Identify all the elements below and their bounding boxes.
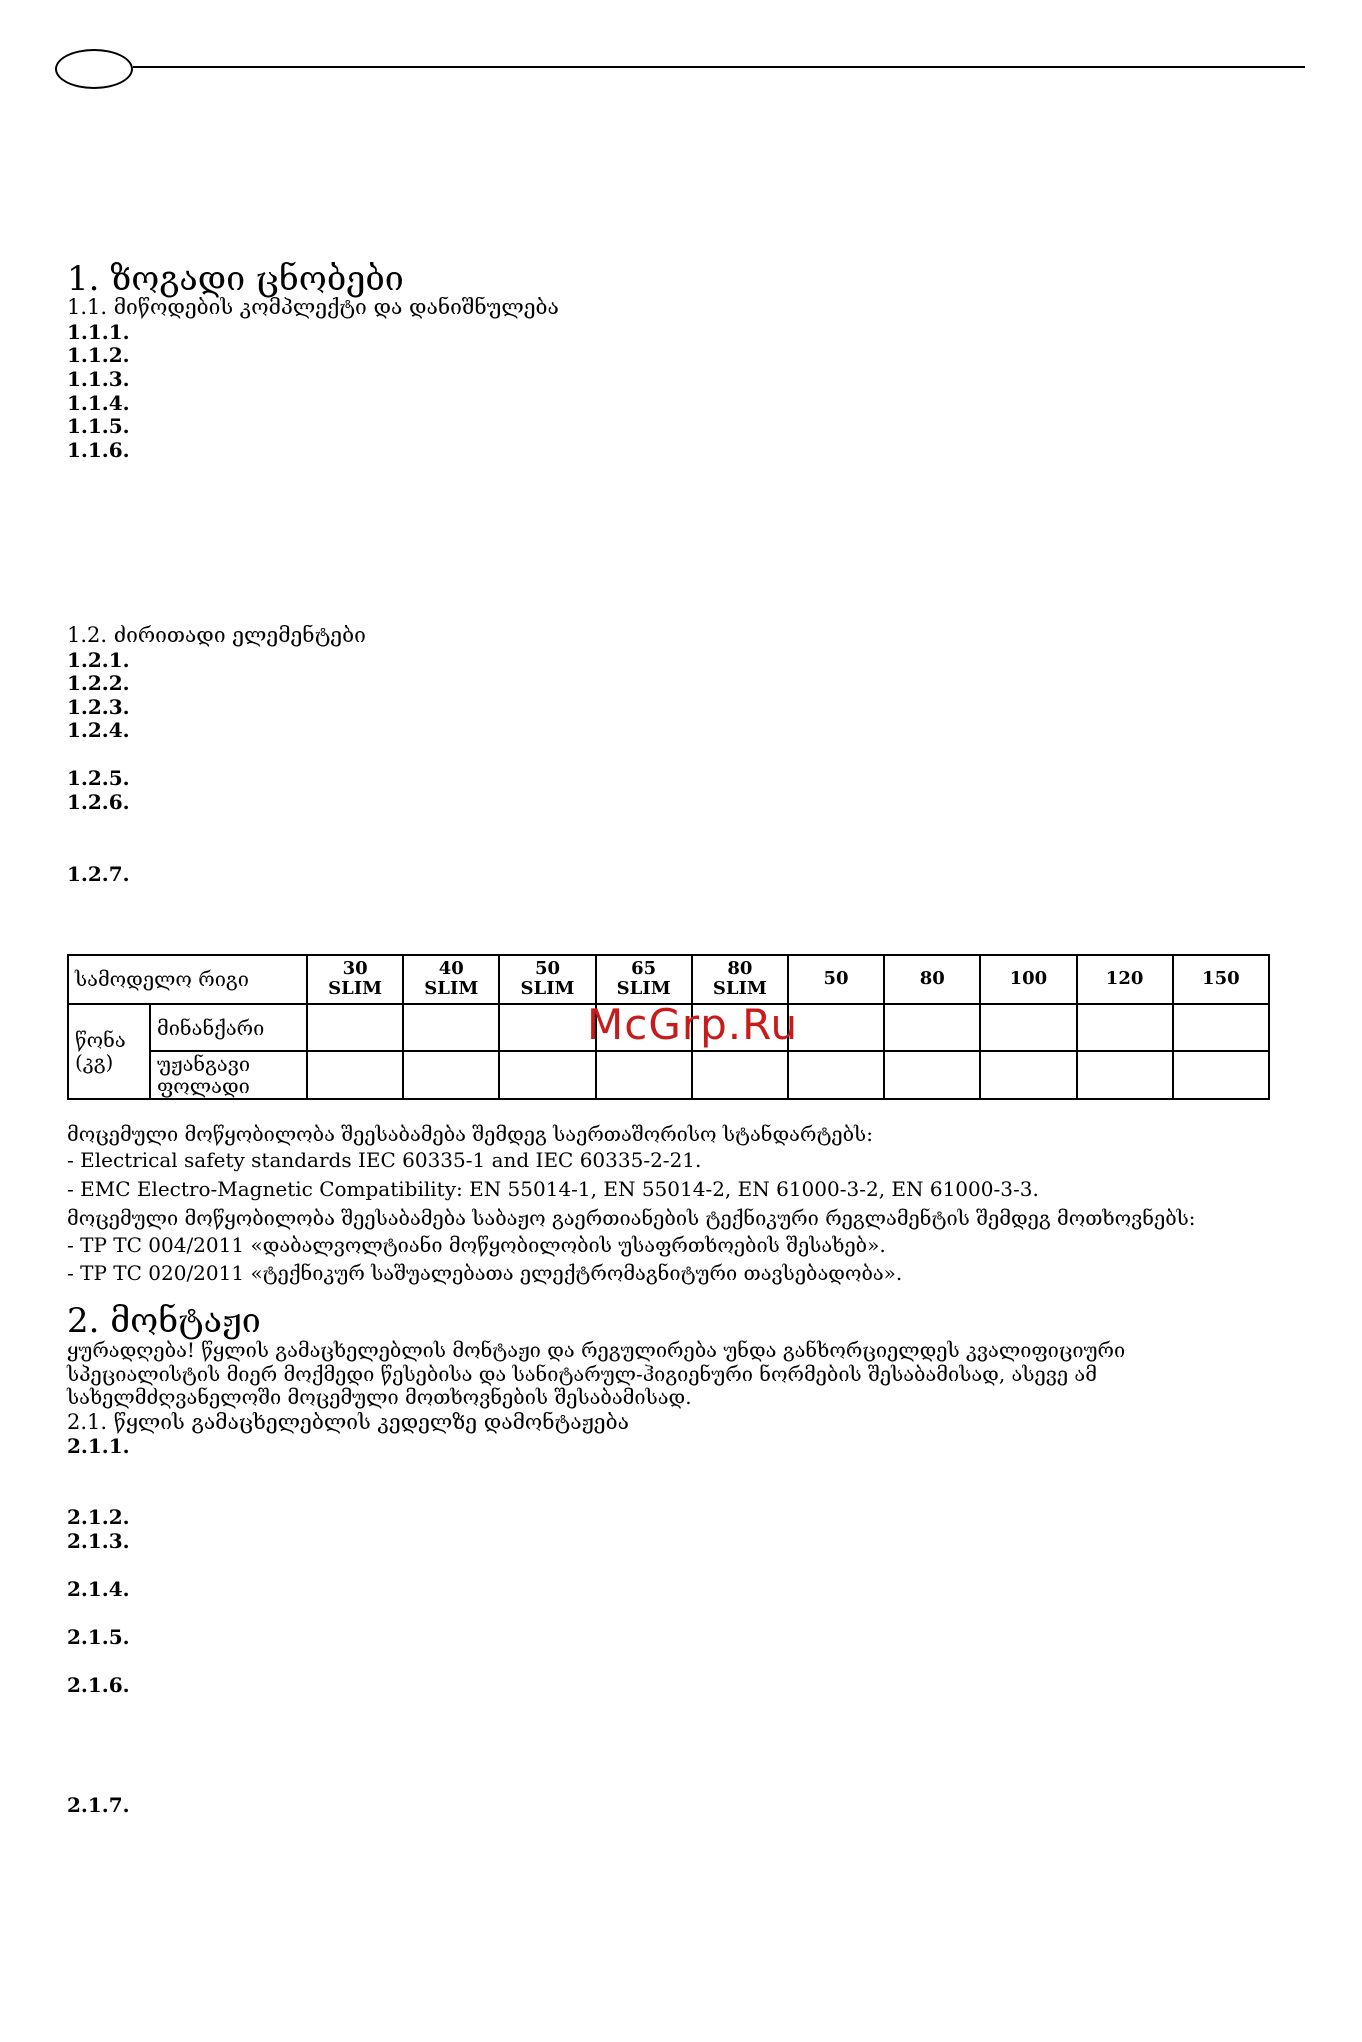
- header-rule: [133, 66, 1305, 68]
- item-2-1-4: 2.1.4.: [67, 1577, 130, 1601]
- model-range-label: სამოდელო რიგი: [68, 955, 307, 1004]
- column-header: 50: [788, 955, 884, 1004]
- section-1-title: 1. ზოგადი ცნობები: [67, 259, 404, 299]
- column-header: 120: [1077, 955, 1173, 1004]
- column-header: 150: [1173, 955, 1269, 1004]
- column-header: 30 SLIM: [307, 955, 403, 1004]
- column-header: 80 SLIM: [692, 955, 788, 1004]
- item-1-1-3: 1.1.3.: [67, 367, 130, 391]
- weight-label: წონა (კგ): [68, 1004, 150, 1099]
- customs-union-intro: მოცემული მოწყობილობა შეესაბამება საბაჟო გაერთიანების ტექნიკური რეგლამენტის შემდეგ მოთხოვნებს:: [67, 1206, 1196, 1230]
- item-2-1-3: 2.1.3.: [67, 1529, 130, 1553]
- standard-tr-cu-020: - TP TC 020/2011 «ტექნიკურ საშუალებათა ელექტრომაგნიტური თავსებადობა».: [67, 1261, 903, 1285]
- section-2-title: 2. მონტაჟი: [67, 1301, 261, 1341]
- column-header: 65 SLIM: [596, 955, 692, 1004]
- item-1-1-2: 1.1.2.: [67, 343, 130, 367]
- item-2-1-1: 2.1.1.: [67, 1434, 130, 1458]
- column-header: 50 SLIM: [499, 955, 595, 1004]
- installation-warning-line-1: ყურადღება! წყლის გამაცხელებლის მონტაჟი და რეგულირება უნდა განხორციელდეს კვალიფიციური: [67, 1338, 1126, 1362]
- column-header: 40 SLIM: [403, 955, 499, 1004]
- item-1-2-2: 1.2.2.: [67, 671, 130, 695]
- item-2-1-5: 2.1.5.: [67, 1625, 130, 1649]
- item-1-1-1: 1.1.1.: [67, 320, 130, 344]
- column-header: 80: [884, 955, 980, 1004]
- standard-tr-cu-004: - TP TC 004/2011 «დაბალვოლტიანი მოწყობილობის უსაფრთხოების შესახებ».: [67, 1233, 886, 1257]
- item-1-1-5: 1.1.5.: [67, 414, 130, 438]
- item-1-2-4: 1.2.4.: [67, 718, 130, 742]
- installation-warning-line-2: სპეციალისტის მიერ მოქმედი წესებისა და სანიტარულ-ჰიგიენური ნორმების შესაბამისად, ასევე ამ: [67, 1362, 1097, 1386]
- stainless-steel-label: უჟანგავი ფოლადი: [150, 1051, 307, 1099]
- installation-warning-line-3: სახელმძღვანელოში მოცემული მოთხოვნების შესაბამისად.: [67, 1385, 692, 1409]
- item-1-1-6: 1.1.6.: [67, 438, 130, 462]
- item-1-2-6: 1.2.6.: [67, 790, 130, 814]
- subsection-1-1-title: 1.1. მიწოდების კომპლექტი და დანიშნულება: [67, 295, 559, 319]
- item-1-2-7: 1.2.7.: [67, 862, 130, 886]
- item-1-2-3: 1.2.3.: [67, 695, 130, 719]
- table-row: [68, 1051, 1269, 1099]
- subsection-1-2-title: 1.2. ძირითადი ელემენტები: [67, 623, 366, 647]
- standard-electrical-safety: - Electrical safety standards IEC 60335-1 and IEC 60335-2-21.: [67, 1148, 702, 1172]
- page-number-oval: [55, 49, 133, 89]
- subsection-2-1-title: 2.1. წყლის გამაცხელებლის კედელზე დამონტაჟება: [67, 1410, 629, 1434]
- column-header: 100: [980, 955, 1076, 1004]
- table-header-row: [68, 955, 1269, 1004]
- standard-emc: - EMC Electro-Magnetic Compatibility: EN 55014-1, EN 55014-2, EN 61000-3-2, EN 61000-3-3.: [67, 1177, 1039, 1201]
- item-2-1-2: 2.1.2.: [67, 1505, 130, 1529]
- item-1-2-5: 1.2.5.: [67, 766, 130, 790]
- item-2-1-7: 2.1.7.: [67, 1793, 130, 1817]
- item-1-2-1: 1.2.1.: [67, 648, 130, 672]
- watermark-text: McGrp.Ru: [587, 1000, 799, 1049]
- enamel-label: მინანქარი: [150, 1004, 307, 1052]
- item-1-1-4: 1.1.4.: [67, 391, 130, 415]
- standards-intro: მოცემული მოწყობილობა შეესაბამება შემდეგ საერთაშორისო სტანდარტებს:: [67, 1122, 873, 1146]
- item-2-1-6: 2.1.6.: [67, 1673, 130, 1697]
